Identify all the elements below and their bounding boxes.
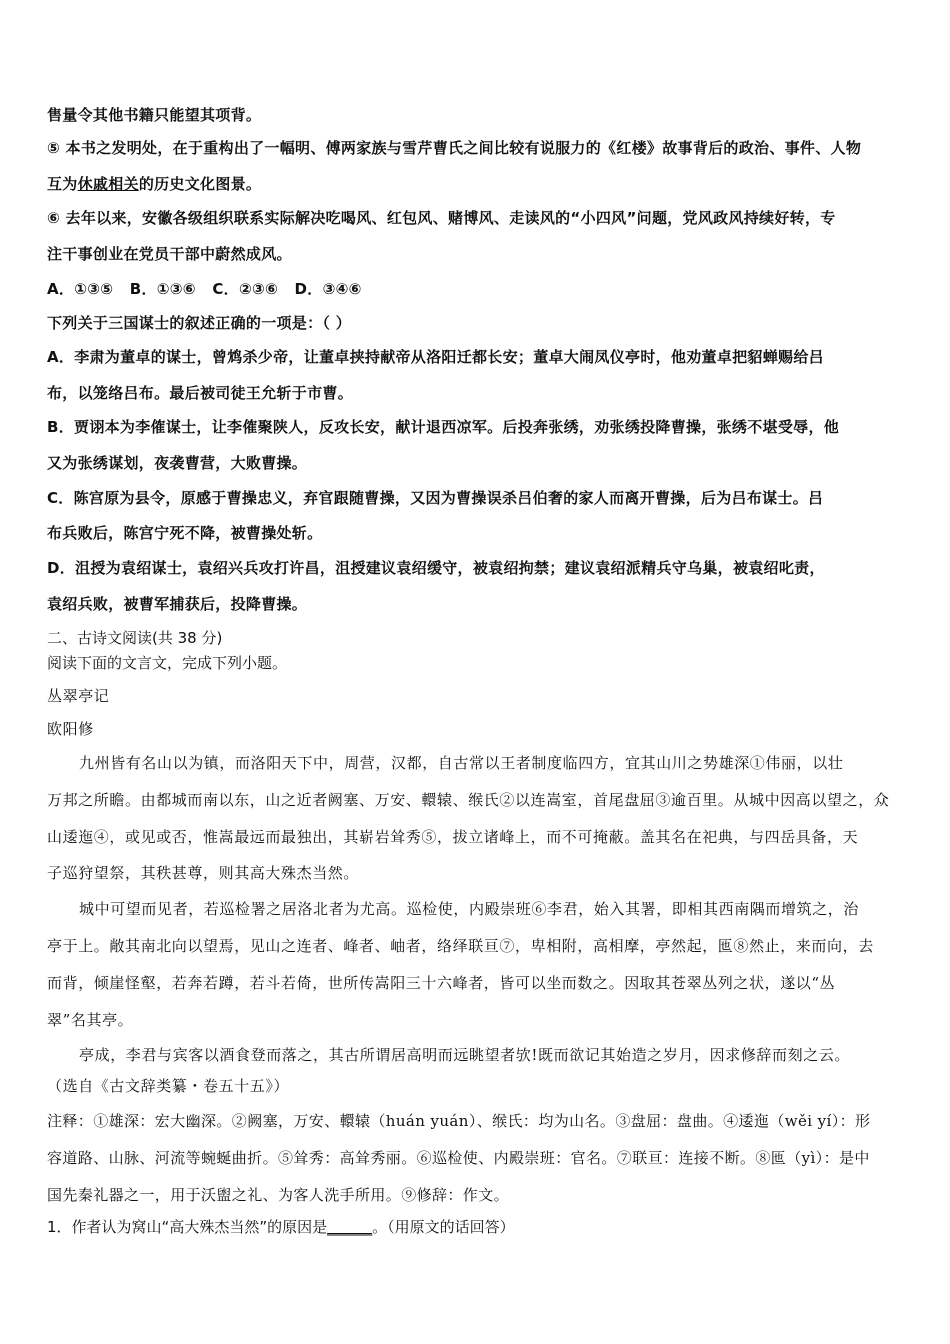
item-6-line-1: ⑥ 去年以来，安徽各级组织联系实际解决吃喝风、红包风、赌博风、走读风的“小四风”问题，党风政风持续好转，专	[47, 209, 836, 227]
passage-p1-line-2: 万邦之所瞻。由都城而南以东，山之近者阙塞、万安、轘辕、缑氏②以连嵩室，首尾盘屈③逾百里。从城中因高以望之，众	[47, 791, 890, 809]
option-c-line-2: 布兵败后，陈宫宁死不降，被曹操处斩。	[47, 524, 323, 542]
option-d-line-2: 袁绍兵败，被曹军捕获后，投降曹操。	[47, 595, 308, 613]
notes-line-1: 注释：①雄深：宏大幽深。②阙塞，万安、轘辕（huán yuán）、缑氏：均为山名。③盘屈：盘曲。④逶迤（wěi yí）：形	[47, 1112, 871, 1130]
passage-author: 欧阳修	[47, 720, 94, 738]
passage-p1-line-3: 山逶迤④，或见或否，惟嵩最远而最独出，其崭岩耸秀⑤，拔立诸峰上，而不可掩蔽。盖其名在祀典，与四岳具备，天	[47, 828, 859, 846]
answer-blank[interactable]: ______	[327, 1218, 373, 1236]
passage-p2-line-3: 而背，倾崖怪壑，若奔若蹲，若斗若倚，世所传嵩阳三十六峰者，皆可以坐而数之。因取其苍翠丛列之状，遂以“丛	[47, 974, 836, 992]
item-5-line-1: ⑤ 本书之发明处，在于重构出了一幅明、傅两家族与雪芹曹氏之间比较有说服力的《红楼》故事背后的政治、事件、人物	[47, 139, 862, 157]
answer-options: A．①③⑤ B．①③⑥ C．②③⑥ D．③④⑥	[47, 280, 362, 298]
item-6-line-2: 注干事创业在党员干部中蔚然成风。	[47, 245, 292, 263]
question-1	[47, 1216, 515, 1237]
option-b-line-1: B．贾诩本为李傕谋士，让李傕聚陕人，反攻长安，献计退西凉军。后投奔张绣，劝张绣投降曹操，张绣不堪受辱，他	[47, 418, 840, 436]
passage-source: （选自《古文辞类纂・卷五十五》）	[47, 1077, 290, 1095]
notes-line-3: 国先秦礼器之一，用于沃盥之礼、为客人洗手所用。⑨修辞：作文。	[47, 1186, 510, 1204]
section-instruction: 阅读下面的文言文，完成下列小题。	[47, 654, 288, 672]
passage-p2-line-1: 城中可望而见者，若巡检署之居洛北者为尤高。巡检使，内殿崇班⑥李君，始入其署，即相其西南隅而增筑之，治	[79, 900, 860, 918]
option-b-line-2: 又为张绣谋划，夜袭曹营，大败曹操。	[47, 454, 308, 472]
item-5-line-2	[47, 173, 261, 194]
question-stem: 下列关于三国谋士的叙述正确的一项是：（ ）	[47, 314, 352, 332]
notes-line-2: 容道路、山脉、河流等蜿蜒曲折。⑤耸秀：高耸秀丽。⑥巡检使、内殿崇班：官名。⑦联亘：连接不断。⑧匜（yì）：是中	[47, 1149, 870, 1167]
option-a-line-2: 布，以笼络吕布。最后被司徒王允斩于市曹。	[47, 384, 354, 402]
option-c-line-1: C．陈宫原为县令，原感于曹操忠义，弃官跟随曹操，又因为曹操误杀吕伯奢的家人而离开曹操，后为吕布谋士。吕	[47, 489, 824, 507]
item-5-text-pre: 互为	[47, 175, 78, 193]
item-5-underlined-phrase: 休戚相关	[77, 175, 139, 193]
item-5-text-post: 的历史文化图景。	[138, 175, 262, 193]
option-d-line-1: D．沮授为袁绍谋士，袁绍兴兵攻打许昌，沮授建议袁绍缓守，被袁绍拘禁；建议袁绍派精兵守乌巢，被袁绍叱责，	[47, 559, 825, 577]
passage-p3-line-1: 亭成，李君与宾客以酒食登而落之，其古所谓居高明而远眺望者欤!既而欲记其始造之岁月，因求修辞而刻之云。	[79, 1046, 851, 1064]
section-heading: 二、古诗文阅读(共 38 分)	[47, 629, 223, 647]
question-1-hint: 。（用原文的话回答）	[372, 1218, 515, 1236]
option-a-line-1: A．李肃为董卓的谋士，曾鸩杀少帝，让董卓挟持献帝从洛阳迁都长安；董卓大闹凤仪亭时，他劝董卓把貂蝉赐给吕	[47, 348, 824, 366]
passage-p1-line-1: 九州皆有名山以为镇，而洛阳天下中，周营，汉都，自古常以王者制度临四方，宜其山川之势雄深①伟丽，以壮	[79, 754, 844, 772]
passage-p2-line-4: 翠”名其亭。	[47, 1011, 134, 1029]
passage-p1-line-4: 子巡狩望祭，其秩甚尊，则其高大殊杰当然。	[47, 864, 360, 882]
passage-p2-line-2: 亭于上。敞其南北向以望焉，见山之连者、峰者、岫者，络绎联亘⑦，卑相附，高相摩，亭然起，匜⑧然止，来而向，去	[47, 937, 874, 955]
question-1-text: 1．作者认为窝山“高大殊杰当然”的原因是	[47, 1218, 328, 1236]
passage-title: 丛翠亭记	[47, 687, 110, 705]
item-line-continuation: 售量令其他书籍只能望其项背。	[47, 106, 262, 124]
